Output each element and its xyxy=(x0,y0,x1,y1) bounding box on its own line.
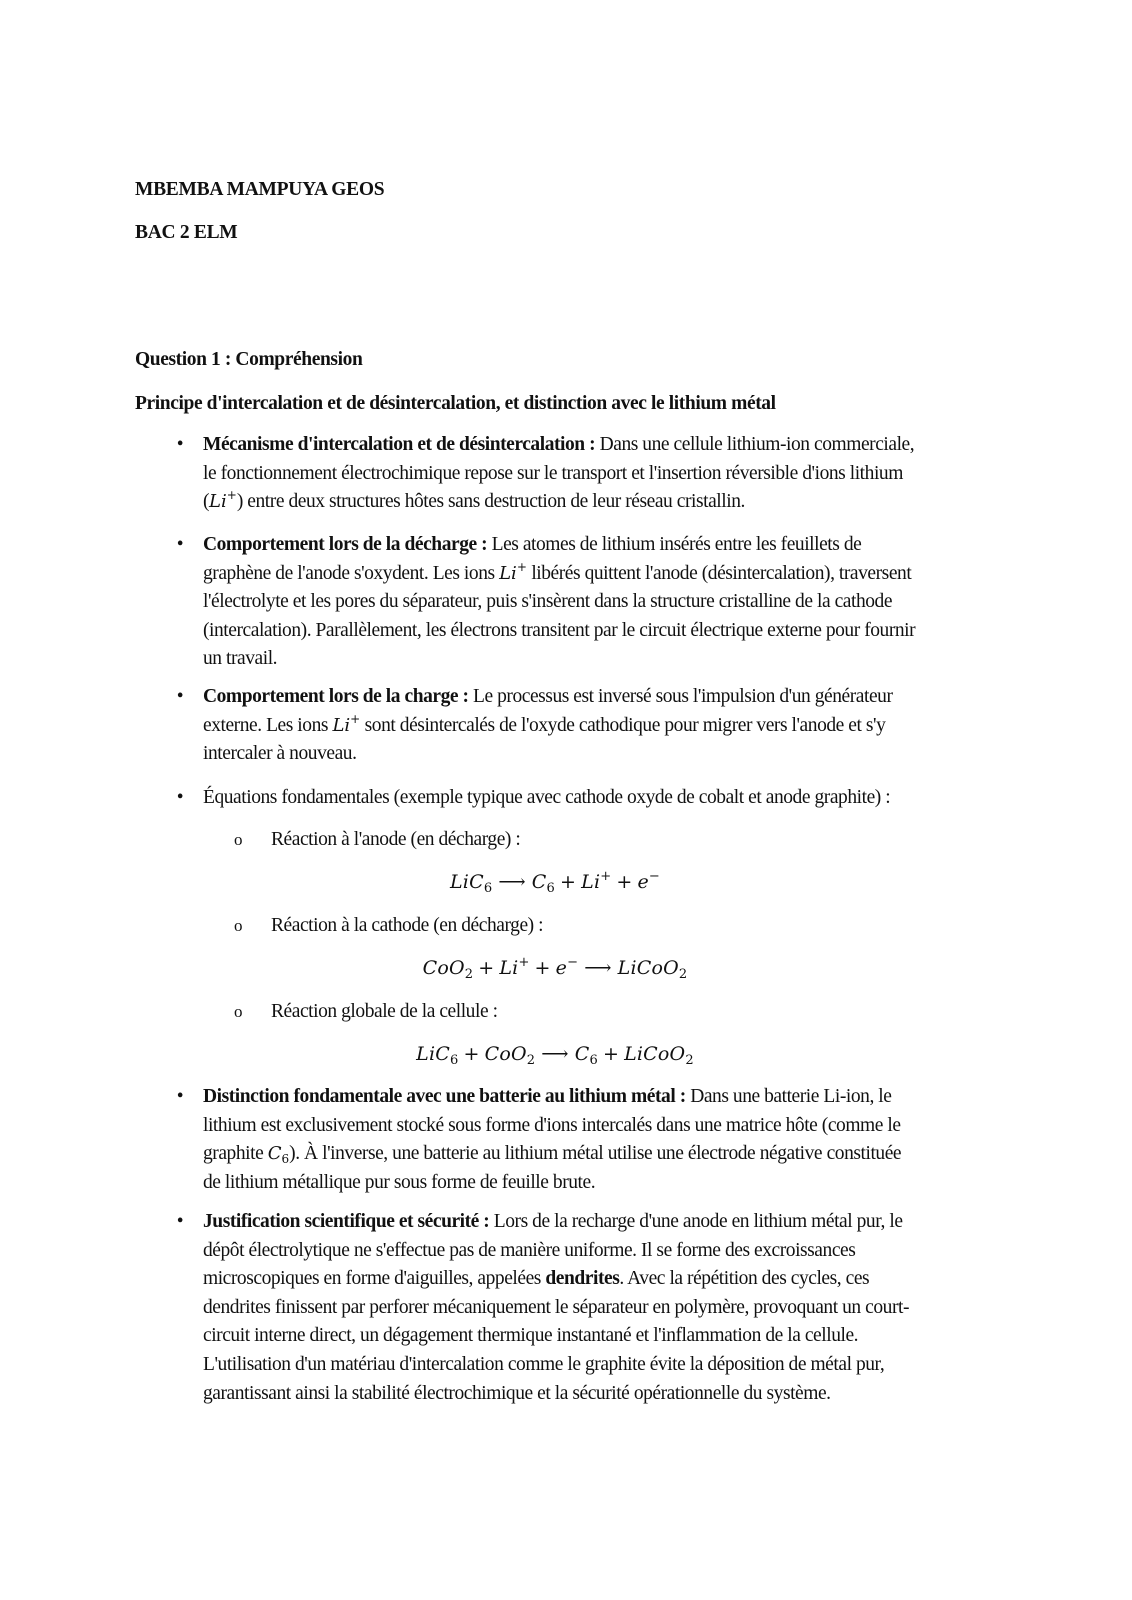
item-text: garantissant ainsi la stabilité électrochimique et la sécurité opérationnelle du système. xyxy=(203,1382,831,1404)
sub-list-item xyxy=(234,826,521,855)
item-text: Réaction globale de la cellule : xyxy=(271,1001,498,1022)
item-lead: Comportement lors de la décharge : xyxy=(203,534,488,555)
item-text: dépôt électrolytique ne s'effectue pas de manière uniforme. Il se forme des excroissances xyxy=(203,1239,856,1261)
item-text: lithium est exclusivement stocké sous forme d'ions intercalés dans une matrice hôte (comme le xyxy=(203,1114,901,1136)
item-text: l'électrolyte et les pores du séparateur, puis s'insèrent dans la structure cristalline de la cathode xyxy=(203,591,893,613)
item-text: libérés quittent l'anode (désintercalation), traversent xyxy=(531,562,912,584)
item-line xyxy=(203,488,1003,517)
item-line xyxy=(203,1083,1003,1112)
bullet-marker: • xyxy=(176,686,184,707)
item-lead: Mécanisme d'intercalation et de désintercalation : xyxy=(203,434,596,455)
list-item xyxy=(176,1083,1003,1197)
item-text: Le processus est inversé sous l'impulsion d'un générateur xyxy=(473,686,893,707)
author-name: MBEMBA MAMPUYA GEOS xyxy=(135,179,385,200)
sub-list-item xyxy=(234,912,544,941)
item-text: ) entre deux structures hôtes sans destruction de leur réseau cristallin. xyxy=(236,491,745,513)
item-lead: Comportement lors de la charge : xyxy=(203,686,469,707)
sub-bullet-marker: o xyxy=(234,830,243,849)
item-text: le fonctionnement électrochimique repose sur le transport et l'insertion réversible d'ions lithium xyxy=(203,462,903,484)
item-lead: Justification scientifique et sécurité : xyxy=(203,1211,490,1232)
item-line xyxy=(203,712,1003,741)
item-text: Réaction à la cathode (en décharge) : xyxy=(271,915,544,936)
item-text: Les atomes de lithium insérés entre les feuillets de xyxy=(491,534,862,555)
list-item xyxy=(176,784,1003,813)
item-text: (intercalation). Parallèlement, les électrons transitent par le circuit électrique externe pour fournir xyxy=(203,619,916,641)
bullet-marker: • xyxy=(176,787,184,808)
item-text: de lithium métallique pur sous forme de feuille brute. xyxy=(203,1171,596,1193)
math-c6: $C_6$ xyxy=(267,1143,290,1167)
sub-bullet-marker: o xyxy=(234,1002,243,1021)
item-line xyxy=(203,560,1003,589)
bullet-marker: • xyxy=(176,434,184,455)
list-item xyxy=(176,531,1003,674)
list-item xyxy=(176,431,1003,517)
bullet-marker: • xyxy=(176,534,184,555)
item-text: L'utilisation d'un matériau d'intercalation comme le graphite évite la déposition de métal pur, xyxy=(203,1353,885,1375)
item-text: . Avec la répétition des cycles, ces xyxy=(619,1268,870,1290)
math-li-ion: Li+ xyxy=(209,488,237,513)
bullet-marker: • xyxy=(176,1086,184,1107)
equation-anode: LiC$_6$ ⟶ $C_6 + Li^+ + e^-$ xyxy=(449,869,660,896)
sub-bullet-marker: o xyxy=(234,916,243,935)
item-text: externe. Les ions xyxy=(203,714,329,736)
item-text: graphite xyxy=(203,1143,264,1165)
item-line xyxy=(203,531,1003,560)
item-text: ( xyxy=(203,491,210,513)
item-text: Équations fondamentales (exemple typique avec cathode oxyde de cobalt et anode graphite) : xyxy=(203,787,891,808)
item-text: Réaction à l'anode (en décharge) : xyxy=(271,829,521,850)
item-lead: Distinction fondamentale avec une batterie au lithium métal : xyxy=(203,1086,686,1107)
item-line xyxy=(203,1140,1003,1169)
item-line xyxy=(203,683,1003,712)
item-line xyxy=(203,1265,1003,1294)
class-label: BAC 2 ELM xyxy=(135,222,238,243)
item-line xyxy=(203,1208,1003,1237)
list-item xyxy=(176,683,1003,769)
item-text: microscopiques en forme d'aiguilles, appelées xyxy=(203,1268,541,1290)
bold-term: dendrites xyxy=(545,1268,620,1290)
item-text: ). À l'inverse, une batterie au lithium métal utilise une électrode négative constituée xyxy=(289,1143,902,1165)
item-text: sont désintercalés de l'oxyde cathodique pour migrer vers l'anode et s'y xyxy=(364,714,886,736)
equation-global: LiC$_6$ + CoO$_2$ ⟶ $C_6$ + LiCoO$_2$ xyxy=(416,1043,694,1068)
item-text: graphène de l'anode s'oxydent. Les ions xyxy=(203,562,495,584)
item-line xyxy=(203,431,1003,460)
equation-cathode: CoO$_2$ + Li+ + e− ⟶ LiCoO$_2$ xyxy=(422,955,688,982)
item-text: intercaler à nouveau. xyxy=(203,743,357,765)
item-text: circuit interne direct, un dégagement thermique instantané et l'inflammation de la cellule. xyxy=(203,1325,859,1347)
math-li-ion: Li+ xyxy=(499,559,527,584)
list-item xyxy=(176,1208,1003,1408)
question-subtitle: Principe d'intercalation et de désintercalation, et distinction avec le lithium métal xyxy=(135,393,776,414)
item-text: un travail. xyxy=(203,648,278,670)
sub-list-item xyxy=(234,998,498,1027)
item-text: dendrites finissent par perforer mécaniquement le séparateur en polymère, provoquant un court- xyxy=(203,1296,909,1318)
question-title: Question 1 : Compréhension xyxy=(135,349,363,370)
item-text: Dans une batterie Li-ion, le xyxy=(690,1086,892,1107)
item-text: Dans une cellule lithium-ion commerciale, xyxy=(599,434,915,455)
math-li-ion: Li+ xyxy=(332,711,361,736)
item-text: Lors de la recharge d'une anode en lithium métal pur, le xyxy=(493,1211,903,1232)
bullet-marker: • xyxy=(176,1211,184,1232)
